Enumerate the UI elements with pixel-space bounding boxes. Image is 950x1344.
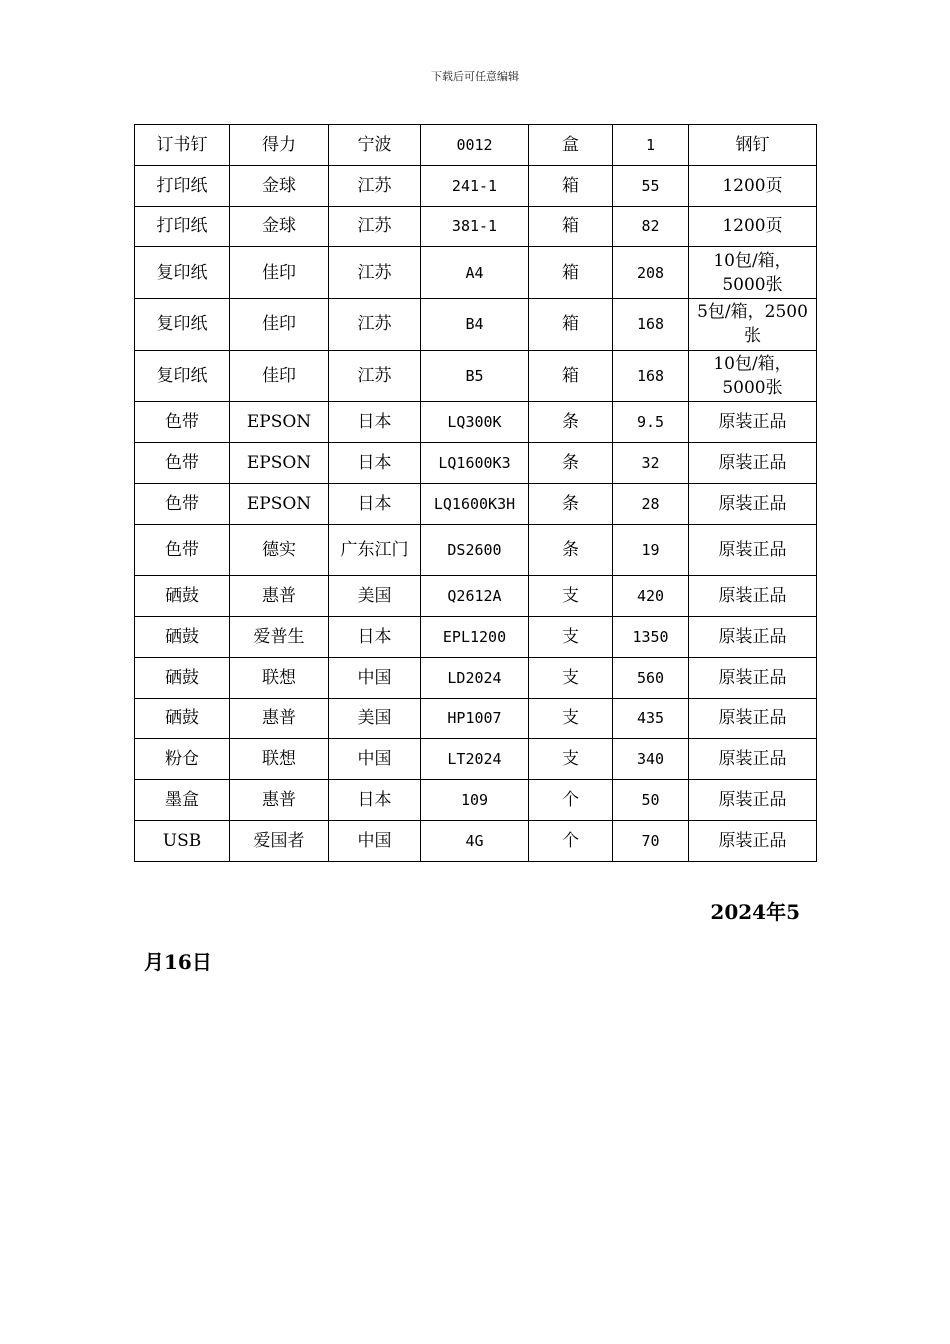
cell-price: 70 — [613, 820, 689, 861]
table-row — [135, 616, 817, 657]
cell-model: Q2612A — [421, 576, 529, 617]
table-row — [135, 483, 817, 524]
date-line-2: 月16日 — [144, 950, 212, 974]
cell-brand: 惠普 — [230, 698, 329, 739]
cell-item-name: 色带 — [135, 402, 230, 443]
table-row — [135, 657, 817, 698]
cell-unit: 个 — [529, 780, 613, 821]
cell-origin: 日本 — [329, 780, 421, 821]
cell-origin: 日本 — [329, 442, 421, 483]
cell-item-name: 色带 — [135, 483, 230, 524]
table-row — [135, 125, 817, 166]
cell-price: 420 — [613, 576, 689, 617]
cell-origin: 江苏 — [329, 206, 421, 247]
cell-price: 28 — [613, 483, 689, 524]
cell-origin: 江苏 — [329, 350, 421, 402]
cell-brand: 惠普 — [230, 576, 329, 617]
cell-remark: 原装正品 — [689, 698, 817, 739]
cell-price: 55 — [613, 165, 689, 206]
cell-price: 32 — [613, 442, 689, 483]
cell-brand: 德实 — [230, 524, 329, 576]
cell-model: EPL1200 — [421, 616, 529, 657]
cell-remark: 10包/箱，5000张 — [689, 350, 817, 402]
table-row — [135, 165, 817, 206]
table-row — [135, 780, 817, 821]
cell-item-name: 墨盒 — [135, 780, 230, 821]
table-row — [135, 820, 817, 861]
cell-origin: 日本 — [329, 483, 421, 524]
cell-item-name: 硒鼓 — [135, 698, 230, 739]
cell-unit: 条 — [529, 402, 613, 443]
cell-item-name: 复印纸 — [135, 350, 230, 402]
cell-origin: 广东江门 — [329, 524, 421, 576]
cell-remark: 10包/箱，5000张 — [689, 247, 817, 299]
cell-item-name: 色带 — [135, 442, 230, 483]
table-row — [135, 206, 817, 247]
cell-item-name: 粉仓 — [135, 739, 230, 780]
cell-model: LQ1600K3 — [421, 442, 529, 483]
table-row — [135, 402, 817, 443]
cell-model: B4 — [421, 298, 529, 350]
table-row — [135, 442, 817, 483]
cell-unit: 箱 — [529, 350, 613, 402]
cell-price: 1 — [613, 125, 689, 166]
cell-item-name: 打印纸 — [135, 206, 230, 247]
cell-model: LT2024 — [421, 739, 529, 780]
cell-model: A4 — [421, 247, 529, 299]
cell-unit: 箱 — [529, 165, 613, 206]
supplies-table — [134, 124, 817, 862]
table-row — [135, 524, 817, 576]
table-row — [135, 298, 817, 350]
cell-brand: 联想 — [230, 657, 329, 698]
cell-remark: 5包/箱，2500张 — [689, 298, 817, 350]
cell-price: 435 — [613, 698, 689, 739]
cell-unit: 箱 — [529, 206, 613, 247]
cell-origin: 江苏 — [329, 165, 421, 206]
cell-unit: 支 — [529, 657, 613, 698]
cell-item-name: 色带 — [135, 524, 230, 576]
cell-origin: 美国 — [329, 698, 421, 739]
date-line-1: 2024年5 — [710, 900, 800, 924]
cell-price: 560 — [613, 657, 689, 698]
cell-unit: 支 — [529, 698, 613, 739]
cell-remark: 原装正品 — [689, 483, 817, 524]
cell-brand: 惠普 — [230, 780, 329, 821]
cell-unit: 箱 — [529, 298, 613, 350]
cell-brand: 金球 — [230, 206, 329, 247]
cell-origin: 中国 — [329, 820, 421, 861]
cell-remark: 原装正品 — [689, 739, 817, 780]
table-row — [135, 350, 817, 402]
cell-model: 381-1 — [421, 206, 529, 247]
cell-item-name: 硒鼓 — [135, 616, 230, 657]
cell-unit: 条 — [529, 442, 613, 483]
cell-model: 4G — [421, 820, 529, 861]
cell-origin: 日本 — [329, 616, 421, 657]
cell-price: 168 — [613, 350, 689, 402]
cell-price: 50 — [613, 780, 689, 821]
cell-brand: 爱国者 — [230, 820, 329, 861]
cell-item-name: 订书钉 — [135, 125, 230, 166]
cell-brand: 佳印 — [230, 298, 329, 350]
cell-origin: 江苏 — [329, 298, 421, 350]
cell-model: 241-1 — [421, 165, 529, 206]
table-row — [135, 576, 817, 617]
cell-model: DS2600 — [421, 524, 529, 576]
cell-remark: 原装正品 — [689, 820, 817, 861]
cell-origin: 中国 — [329, 739, 421, 780]
cell-model: 109 — [421, 780, 529, 821]
cell-unit: 支 — [529, 576, 613, 617]
cell-origin: 江苏 — [329, 247, 421, 299]
cell-model: 0012 — [421, 125, 529, 166]
cell-price: 1350 — [613, 616, 689, 657]
cell-model: HP1007 — [421, 698, 529, 739]
cell-brand: EPSON — [230, 483, 329, 524]
table-body — [135, 125, 817, 862]
cell-model: LQ1600K3H — [421, 483, 529, 524]
cell-price: 168 — [613, 298, 689, 350]
cell-remark: 原装正品 — [689, 576, 817, 617]
cell-brand: 联想 — [230, 739, 329, 780]
cell-unit: 条 — [529, 524, 613, 576]
cell-remark: 原装正品 — [689, 524, 817, 576]
cell-remark: 钢钉 — [689, 125, 817, 166]
cell-remark: 1200页 — [689, 206, 817, 247]
cell-origin: 宁波 — [329, 125, 421, 166]
cell-model: LD2024 — [421, 657, 529, 698]
cell-item-name: 硒鼓 — [135, 576, 230, 617]
cell-remark: 原装正品 — [689, 780, 817, 821]
cell-item-name: 硒鼓 — [135, 657, 230, 698]
cell-price: 340 — [613, 739, 689, 780]
cell-remark: 1200页 — [689, 165, 817, 206]
table-row — [135, 247, 817, 299]
cell-remark: 原装正品 — [689, 442, 817, 483]
cell-brand: 佳印 — [230, 350, 329, 402]
header-note: 下载后可任意编辑 — [431, 70, 519, 83]
cell-price: 82 — [613, 206, 689, 247]
cell-item-name: USB — [135, 820, 230, 861]
cell-item-name: 复印纸 — [135, 298, 230, 350]
cell-brand: 佳印 — [230, 247, 329, 299]
cell-remark: 原装正品 — [689, 616, 817, 657]
cell-model: LQ300K — [421, 402, 529, 443]
cell-origin: 美国 — [329, 576, 421, 617]
cell-unit: 箱 — [529, 247, 613, 299]
table-row — [135, 739, 817, 780]
cell-origin: 中国 — [329, 657, 421, 698]
cell-remark: 原装正品 — [689, 657, 817, 698]
cell-brand: 金球 — [230, 165, 329, 206]
cell-item-name: 打印纸 — [135, 165, 230, 206]
cell-price: 9.5 — [613, 402, 689, 443]
cell-brand: EPSON — [230, 442, 329, 483]
table-row — [135, 698, 817, 739]
cell-unit: 支 — [529, 739, 613, 780]
cell-price: 19 — [613, 524, 689, 576]
cell-item-name: 复印纸 — [135, 247, 230, 299]
cell-unit: 支 — [529, 616, 613, 657]
cell-remark: 原装正品 — [689, 402, 817, 443]
cell-brand: 爱普生 — [230, 616, 329, 657]
cell-brand: 得力 — [230, 125, 329, 166]
cell-unit: 盒 — [529, 125, 613, 166]
cell-model: B5 — [421, 350, 529, 402]
cell-price: 208 — [613, 247, 689, 299]
cell-unit: 个 — [529, 820, 613, 861]
cell-unit: 条 — [529, 483, 613, 524]
cell-brand: EPSON — [230, 402, 329, 443]
cell-origin: 日本 — [329, 402, 421, 443]
